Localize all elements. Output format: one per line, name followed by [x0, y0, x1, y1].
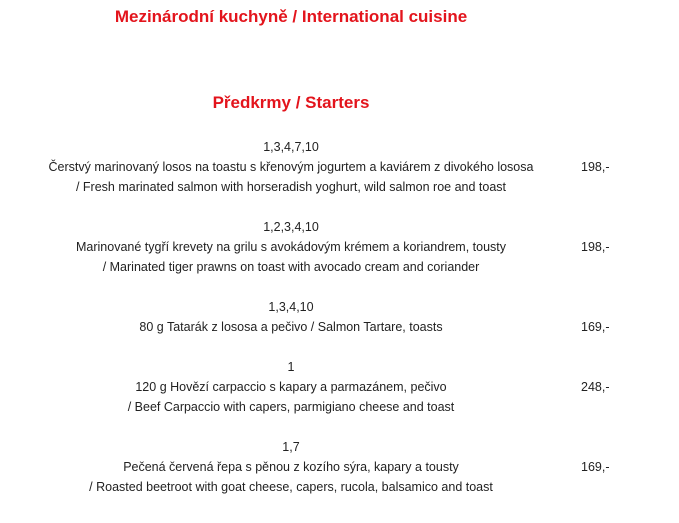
item-name-english: / Fresh marinated salmon with horseradish yoghurt, wild salmon roe and toast	[75, 180, 507, 194]
item-price: 169,-	[581, 460, 610, 474]
item-name: Marinované tygří krevety na grilu s avokádovým krémem a koriandrem, tousty	[75, 240, 507, 254]
item-price: 198,-	[581, 160, 610, 174]
item-name: Pečená červená řepa s pěnou z kozího sýra, kapary a tousty	[123, 460, 459, 474]
item-allergens: 1,2,3,4,10	[263, 220, 319, 234]
section-title: Předkrmy / Starters	[212, 93, 370, 112]
item-name-english: / Beef Carpaccio with capers, parmigiano cheese and toast	[127, 400, 455, 414]
item-price: 169,-	[581, 320, 610, 334]
item-name-english: / Marinated tiger prawns on toast with avocado cream and coriander	[102, 260, 480, 274]
item-allergens: 1,3,4,7,10	[263, 140, 319, 154]
page-title: Mezinárodní kuchyně / International cuisine	[114, 7, 468, 26]
item-allergens: 1	[287, 360, 295, 374]
item-allergens: 1,7	[282, 440, 300, 454]
item-name: Čerstvý marinovaný losos na toastu s křenovým jogurtem a kaviárem z divokého lososa	[48, 160, 534, 174]
item-price: 248,-	[581, 380, 610, 394]
item-name: 120 g Hovězí carpaccio s kapary a parmazánem, pečivo	[135, 380, 447, 394]
item-name-english: / Roasted beetroot with goat cheese, capers, rucola, balsamico and toast	[89, 480, 493, 494]
item-allergens: 1,3,4,10	[268, 300, 314, 314]
item-price: 198,-	[581, 240, 610, 254]
item-name: 80 g Tatarák z lososa a pečivo / Salmon Tartare, toasts	[139, 320, 443, 334]
